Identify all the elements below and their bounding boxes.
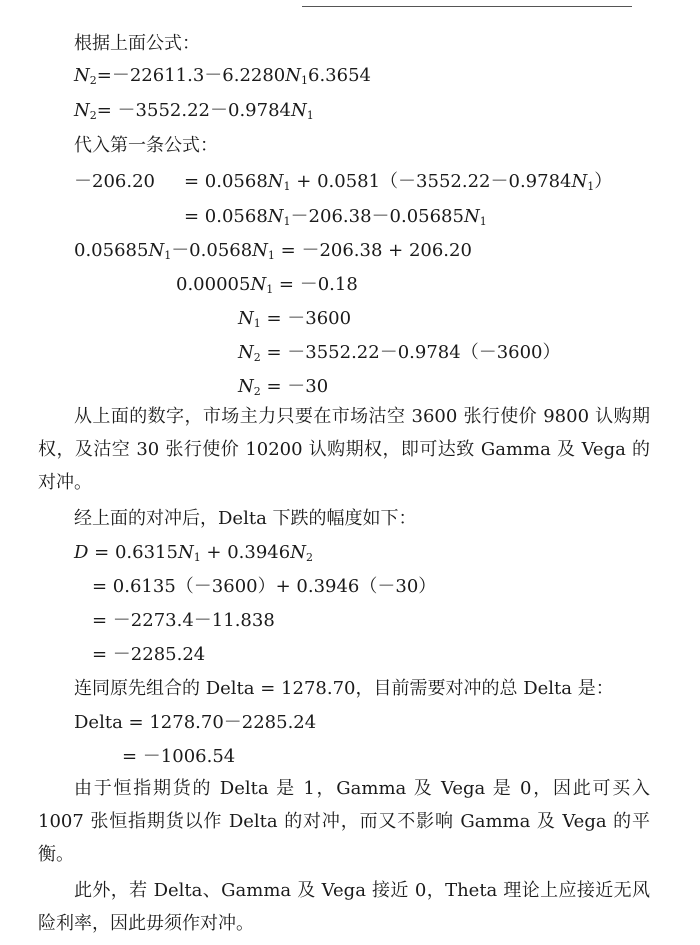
equation-4: = $0.0568N_1-206.38-0.05685N_1$: [184, 206, 487, 228]
delta-equation-3: = －2273.4－11.838: [92, 610, 275, 631]
paragraph-futures-hedge: 由于恒指期货的 Delta 是 1，Gamma 及 Vega 是 0，因此可买入 1007 张恒指期货以作 Delta 的对冲，而又不影响 Gamma 及 Vega 的平衡。: [38, 778, 650, 865]
equation-7: $N_1 = -3600$: [238, 308, 352, 330]
equation-2: $N_2= -3552.22-0.9784N_1$: [74, 100, 314, 122]
total-delta-equation-1: Delta = 1278.70－2285.24: [74, 712, 317, 733]
total-delta-text: 连同原先组合的 Delta = 1278.70，目前需要对冲的总 Delta 是：: [74, 678, 614, 699]
equation-3-rhs: = $0.0568N_1 + 0.0581(-3552.22-0.9784N_1)$: [184, 171, 613, 193]
delta-equation-2: = 0.6135（－3600）+ 0.3946（－30）: [92, 576, 437, 597]
paragraph-theta-note: 此外，若 Delta、Gamma 及 Vega 接近 0，Theta 理论上应接近无风险利率，因此毋须作对冲。: [38, 880, 650, 934]
total-delta-equation-2: = －1006.54: [122, 746, 236, 767]
equation-5: $0.05685N_1-0.0568N_1 = -206.38 + 206.20$: [74, 240, 472, 262]
delta-equation-1: $D = 0.6315N_1 + 0.3946N_2$: [74, 542, 313, 564]
equation-1: $N_2=-22611.3-6.2280N_16.3654$: [74, 65, 371, 87]
paragraph-hedge-result: 从上面的数字，市场主力只要在市场沽空 3600 张行使价 9800 认购期权，及沽空 30 张行使价 10200 认购期权，即可达致 Gamma 及 Vega 的对冲。: [38, 406, 650, 493]
intro-text: 根据上面公式：: [74, 33, 200, 54]
substitution-text: 代入第一条公式：: [74, 135, 218, 156]
equation-6: $0.00005N_1 = -0.18$: [176, 274, 358, 296]
top-rule: [302, 0, 632, 7]
delta-equation-4: = －2285.24: [92, 644, 206, 665]
delta-intro-text: 经上面的对冲后，Delta 下跌的幅度如下：: [74, 508, 417, 529]
equation-8: $N_2 = -3552.22-0.9784(-3600)$: [238, 342, 561, 364]
equation-3-lhs: －206.20: [74, 171, 155, 192]
equation-9: $N_2 = -30$: [238, 376, 329, 398]
